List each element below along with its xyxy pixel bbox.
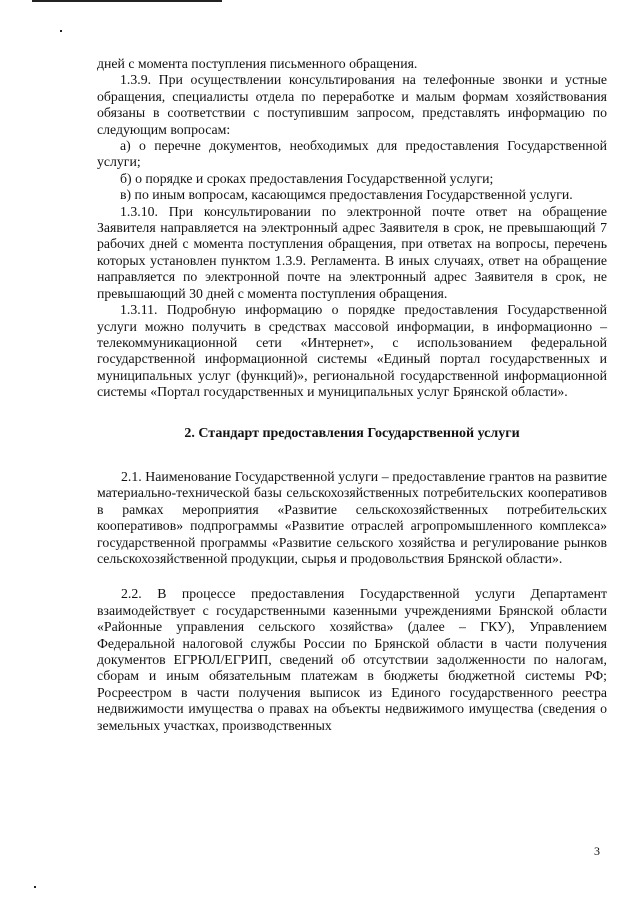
list-item-a: а) о перечне документов, необходимых для предоставления Государственной услуги; [97, 138, 607, 170]
paragraph: дней с момента поступления письменного обращения. [97, 56, 418, 71]
scan-edge-mark [32, 0, 222, 2]
paragraph-2-2: 2.2. В процессе предоставления Государственной услуги Департамент взаимодействует с государственными казенными учреждениями Брянской области «Районные управления сельского хозяйства» (далее – ГКУ), Управлением Федеральной налоговой службы России по Брянской области в части получения документов ЕГРЮЛ/ЕГРИП, сведений об отсутствии задолженности по налогам, сборам и иным обязательным платежам в бюджеты бюджетной системы РФ; Росреестром в части получения выписок из Единого государственного реестра недвижимости имущества о правах на объекты недвижимого имущества (сведения о земельных участках, производственных [97, 586, 607, 733]
list-item-c: в) по иным вопросам, касающимся предоставления Государственной услуги. [120, 187, 573, 203]
list-item-b: б) о порядке и сроках предоставления Государственной услуги; [120, 170, 494, 186]
section-heading: 2. Стандарт предоставления Государственной услуги [184, 425, 520, 441]
paragraph-gap [97, 567, 607, 586]
scan-speck [34, 886, 36, 888]
paragraph-2-1: 2.1. Наименование Государственной услуги – предоставление грантов на развитие материально-технической базы сельскохозяйственных потребительских кооперативов в рамках мероприятия «Развитие сельскохозяйственных потребительских кооперативов» подпрограммы «Развитие отраслей агропромышленного комплекса» государственной программы «Развитие сельского хозяйства и регулирование рынков сельскохозяйственной продукции, сырья и продовольствия Брянской области». [97, 468, 607, 566]
page-number: 3 [594, 844, 600, 858]
scan-speck [60, 30, 62, 32]
paragraph-1-3-10: 1.3.10. При консультировании по электронной почте ответ на обращение Заявителя направляется на электронный адрес Заявителя в срок, не превышающий 7 рабочих дней с момента поступления обращения, при ответах на вопросы, перечень которых установлен пунктом 1.3.9. Регламента. В иных случаях, ответ на обращение направляется по электронной почте на электронный адрес Заявителя в срок, не превышающий 30 дней с момента поступления обращения. [97, 203, 607, 301]
paragraph-1-3-9: 1.3.9. При осуществлении консультирования на телефонные звонки и устные обращения, специалисты отдела по переработке и малым формам хозяйствования обязаны в соответствии с поступившим запросом, представлять информацию по следующим вопросам: [97, 72, 607, 137]
paragraph-1-3-11: 1.3.11. Подробную информацию о порядке предоставления Государственной услуги можно получить в средствах массовой информации, в информационно – телекоммуникационной сети «Интернет», с использованием федеральной государственной информационной системы «Единый портал государственных и муниципальных услуг (функций)», региональной государственной информационной системы «Портал государственных и муниципальных услуг Брянской области». [97, 302, 607, 400]
document-page [97, 56, 607, 734]
